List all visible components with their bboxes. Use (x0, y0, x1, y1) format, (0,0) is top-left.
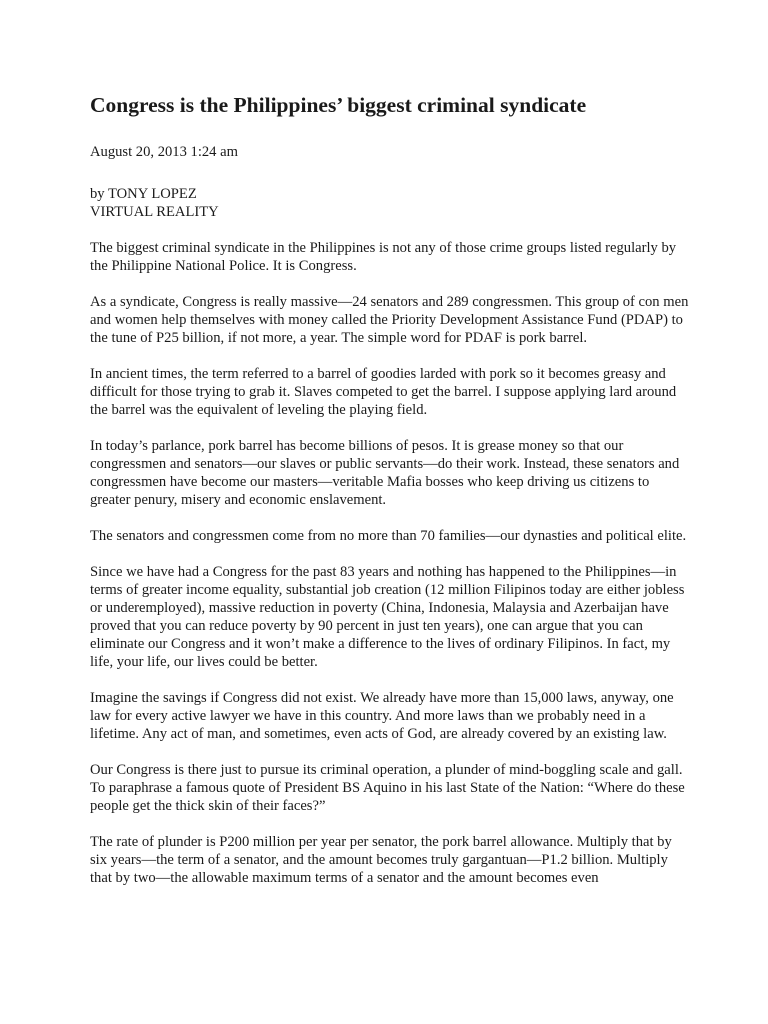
paragraph-8: Our Congress is there just to pursue its criminal operation, a plunder of mind-boggling scale and gall. To paraphrase a famous quote of President BS Aquino in his last State of the Nation: “Where do these people get the thick skin of their faces?” (90, 762, 685, 814)
article (90, 90, 690, 887)
paragraph-6: Since we have had a Congress for the past 83 years and nothing has happened to the Philippines—in terms of greater income equality, substantial job creation (12 million Filipinos today are either jobless or underemployed), massive reduction in poverty (China, Indonesia, Malaysia and Azerbaijan have proved that you can reduce poverty by 90 percent in just ten years), one can argue that you can eliminate our Congress and it won’t make a difference to the lives of ordinary Filipinos. In fact, my life, your life, our lives could be better. (90, 564, 685, 670)
paragraph-4: In today’s parlance, pork barrel has become billions of pesos. It is grease money so that our congressmen and senators—our slaves or public servants—do their work. Instead, these senators and congressmen have become our masters—veritable Mafia bosses who keep driving us citizens to greater penury, misery and economic enslavement. (90, 438, 680, 508)
paragraph-3: In ancient times, the term referred to a barrel of goodies larded with pork so it becomes greasy and difficult for those trying to grab it. Slaves competed to get the barrel. I suppose applying lard around the barrel was the equivalent of leveling the playing field. (90, 366, 677, 418)
paragraph-1: The biggest criminal syndicate in the Philippines is not any of those crime groups listed regularly by the Philippine National Police. It is Congress. (90, 240, 677, 274)
paragraph-9: The rate of plunder is P200 million per year per senator, the pork barrel allowance. Multiply that by six years—the term of a senator, and the amount becomes truly gargantuan—P1.2 billion. Multiply that by two—the allowable maximum terms of a senator and the amount becomes even (90, 834, 672, 886)
article-date: August 20, 2013 1:24 am (90, 144, 238, 160)
article-title: Congress is the Philippines’ biggest criminal syndicate (90, 93, 587, 117)
author-line: by TONY LOPEZ (90, 186, 197, 202)
paragraph-7: Imagine the savings if Congress did not exist. We already have more than 15,000 laws, anyway, one law for every active lawyer we have in this country. And more laws than we probably need in a lifetime. Any act of man, and sometimes, even acts of God, are already covered by an existing law. (90, 690, 674, 742)
paragraph-2: As a syndicate, Congress is really massive—24 senators and 289 congressmen. This group of con men and women help themselves with money called the Priority Development Assistance Fund (PDAP) to the tune of P25 billion, if not more, a year. The simple word for PDAF is pork barrel. (90, 294, 689, 346)
column-name: VIRTUAL REALITY (90, 204, 219, 220)
article-byline (90, 185, 690, 221)
paragraph-5: The senators and congressmen come from no more than 70 families—our dynasties and political elite. (90, 528, 687, 544)
